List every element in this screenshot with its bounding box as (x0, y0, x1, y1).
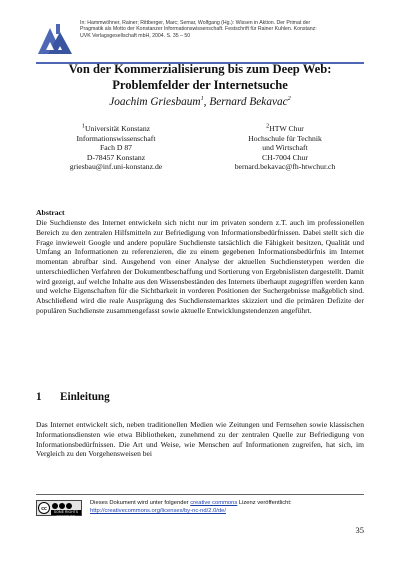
cc-logo-icon: cc (38, 502, 50, 514)
affiliation-line: Fach D 87 (99, 143, 133, 153)
page-number: 35 (355, 525, 364, 535)
affiliation-1 (36, 124, 196, 172)
author-sup: 1 (200, 95, 204, 103)
license-text: Lizenz veröffentlicht: (237, 500, 292, 506)
cc-badge-label: SOME RIGHTS RESERVED (51, 510, 81, 515)
affiliation-line: D-78457 Konstanz (86, 152, 146, 162)
author-line (30, 96, 370, 109)
paper-title (30, 62, 370, 93)
affiliation-line: Hochschule für Technik (248, 133, 322, 143)
title-line: Von der Kommerzialisierung bis zum Deep Web: (68, 62, 332, 76)
citation-line: UVK Verlagsgesellschaft mbH, 2004. S. 35 – 50 (80, 32, 191, 39)
license-text: Dieses Dokument wird unter folgender (90, 500, 191, 506)
author-separator: , (203, 96, 210, 108)
author-sup: 2 (287, 95, 291, 103)
affiliation-email[interactable]: griesbau@inf.uni-konstanz.de (69, 162, 163, 172)
abstract-body: Die Suchdienste des Internet entwickeln sich nicht nur im privaten sondern z.T. auch im professionellen Bereich zu den zentralen Hilfsmitteln zur Befriedigung von Informationsbedürfnissen. Dabei stellt sich die Frage inwieweit Google und andere populäre Suchdienste tatsächlich die Fähigkeit besitzen, Qualität und Umfang an Informationen zu referenzieren, die zu einem gegebenen Informationsbedürfnis im Internet momentan abrufbar sind. Ausgehend von einer Analyse der aktuellen Suchdienstetypen werden die unterschiedlichen Verfahren der Dokumentbeschaffung und Sortierung von Ergebnislisten dargestellt. Damit wird gezeigt, auf welche Inhalte aus den Wissensbeständen des Internets überhaupt zugegriffen werden kann und welche Eigenschaften für die Sichtbarkeit in vorderen Positionen der Suchergebnisse maßgeblich sind. Abschließend wird die reale Ausprägung des Suchdienstemarktes skizziert und die primären Defizite der populären Suchdienste zusammengefasst sowie aktuelle Entwicklungstendenzen angeführt. (36, 218, 365, 315)
affiliation-email[interactable]: bernard.bekavac@fh-htwchur.ch (234, 162, 336, 172)
section-heading (36, 391, 110, 403)
license-url-link[interactable]: http://creativecommons.org/licenses/by-nc-nd/2.0/de/ (90, 508, 226, 514)
cc-license-badge[interactable] (36, 500, 82, 519)
affiliation-line: HTW Chur (269, 124, 304, 133)
affiliation-sup: 2 (266, 122, 270, 130)
affiliation-line: CH-7004 Chur (262, 152, 308, 162)
author-name: Joachim Griesbaum (109, 96, 201, 108)
license-notice (90, 499, 370, 515)
title-line: Problemfelder der Internetsuche (112, 77, 288, 92)
affiliation-line: Universität Konstanz (84, 124, 151, 133)
abstract-heading: Abstract (36, 208, 65, 217)
author-name: Bernard Bekavac (209, 96, 288, 108)
section-title: Einleitung (60, 391, 110, 403)
section-body: Das Internet entwickelt sich, neben traditionellen Medien wie Zeitungen und Fernsehen sowie klassischen Informationsdiensten wie etwa Bibliotheken, zunehmend zu der zentralen Quelle zur Befriedigung von Informationsbedürfnissen. Die Art und Weise, wie Menschen auf Informationen zugreifen, hat sich, im Vergleich zu den Vorgehensweisen bei (36, 420, 364, 459)
creative-commons-link[interactable]: creative commons (190, 500, 238, 506)
citation-line: Pragmatik als Motto der Konstanzer Informationswissenschaft. Festschrift für Rainer Kuhlen. Konstanz: (80, 26, 317, 33)
hi-triangles-logo-icon (36, 20, 74, 58)
page-header (36, 20, 364, 62)
citation-line: In: Hammwöhner, Rainer; Rittberger, Marc; Semar, Wolfgang (Hg.): Wissen in Aktion. Der Primat der (80, 20, 311, 26)
affiliation-2 (205, 124, 365, 172)
header-citation (80, 20, 364, 39)
affiliation-sup: 1 (81, 122, 85, 130)
footer-rule (36, 494, 364, 495)
cc-attribution-icons (52, 503, 72, 509)
affiliation-line: und Wirtschaft (262, 143, 308, 153)
section-number: 1 (36, 391, 42, 403)
affiliation-line: Informationswissenschaft (76, 133, 156, 143)
